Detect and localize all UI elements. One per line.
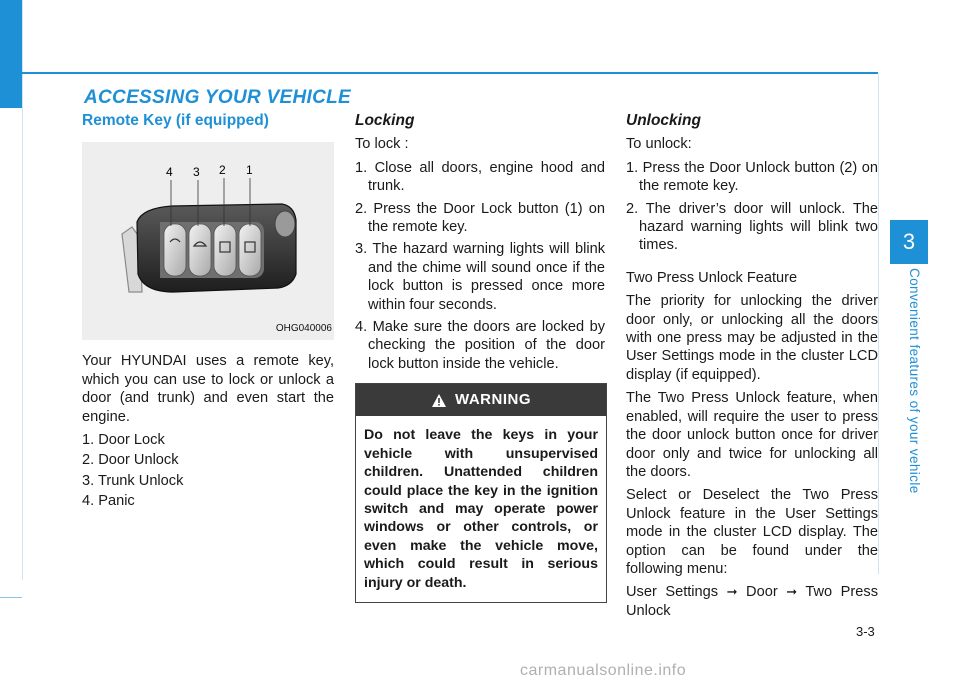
header-rule xyxy=(22,72,878,74)
menu-path-two-press-unlock: Two Press Unlock xyxy=(626,584,878,619)
unlocking-steps xyxy=(626,159,878,255)
right-margin-line xyxy=(878,74,879,574)
list-item: 3. The hazard warning lights will blink and the chime will sound once if the lock button is pressed once more within four seconds. xyxy=(355,241,605,313)
arrow-right-icon: ➞ xyxy=(786,584,798,600)
arrow-right-icon: ➞ xyxy=(726,584,738,600)
warning-triangle-icon xyxy=(431,393,447,408)
list-item: 1. Door Lock xyxy=(82,432,165,449)
left-accent-bar xyxy=(0,0,22,108)
list-item: 2. The driver’s door will unlock. The hazard warning lights will blink two times. xyxy=(626,200,878,254)
remote-key-intro: Your HYUNDAI uses a remote key, which you can use to lock or unlock a door (and trunk) and even start the engine. xyxy=(82,353,334,425)
list-item: 3. Trunk Unlock xyxy=(82,472,184,489)
list-item: 4. Panic xyxy=(82,493,135,510)
menu-path-door: Door xyxy=(746,584,778,601)
warning-title: WARNING xyxy=(455,391,531,409)
left-margin-line xyxy=(22,0,23,580)
remote-key-button-list xyxy=(82,431,334,511)
two-press-para-3: Select or Deselect the Two Press Unlock feature in the User Settings mode in the cluster LCD display. The option can be found under the following menu: xyxy=(626,487,878,577)
figure-label-3: 3 xyxy=(193,165,200,180)
watermark: carmanualsonline.info xyxy=(520,662,687,679)
two-press-para-2: The Two Press Unlock feature, when enabled, will require the user to press the door unlock button once for driver door only and twice for unlocking all the doors. xyxy=(626,390,878,480)
figure-label-1: 1 xyxy=(246,163,253,178)
remote-key-illustration xyxy=(82,142,334,340)
page-number: 3-3 xyxy=(856,624,875,639)
unlocking-intro: To unlock: xyxy=(626,136,692,153)
column-unlocking xyxy=(626,110,878,625)
two-press-para-1: The priority for unlocking the driver door only, or unlocking all the doors with one press may be adjusted in the User Settings mode in the cluster LCD display (if equipped). xyxy=(626,293,878,383)
remote-key-figure xyxy=(82,142,334,340)
left-margin-tick xyxy=(0,597,22,598)
figure-code: OHG040006 xyxy=(275,323,332,334)
remote-key-heading: Remote Key (if equipped) xyxy=(82,112,269,129)
menu-path xyxy=(626,583,878,620)
list-item: 1. Press the Door Unlock button (2) on the remote key. xyxy=(626,159,878,195)
list-item: 4. Make sure the doors are locked by checking the position of the door lock button inside the vehicle. xyxy=(355,319,605,372)
menu-path-user-settings: User Settings xyxy=(626,584,719,601)
unlocking-heading: Unlocking xyxy=(626,112,701,129)
chapter-title: Convenient features of your vehicle xyxy=(907,268,922,494)
locking-heading: Locking xyxy=(355,112,415,129)
warning-box xyxy=(355,383,607,603)
figure-label-4: 4 xyxy=(166,165,173,180)
column-remote-key xyxy=(82,110,334,513)
column-locking xyxy=(355,110,605,603)
section-title: ACCESSING YOUR VEHICLE xyxy=(84,87,352,108)
locking-steps xyxy=(355,159,605,373)
list-item: 1. Close all doors, engine hood and trunk. xyxy=(355,159,605,195)
locking-intro: To lock : xyxy=(355,136,409,153)
warning-header xyxy=(356,384,606,416)
warning-text: Do not leave the keys in your vehicle with unsupervised children. Unattended children could place the key in the ignition switch and may operate power windows or other controls, or even make the vehicle move, which could result in serious injury or death. xyxy=(364,427,598,591)
list-item: 2. Door Unlock xyxy=(82,452,179,469)
chapter-number-tab: 3 xyxy=(890,220,928,264)
two-press-feature-title: Two Press Unlock Feature xyxy=(626,269,798,286)
list-item: 2. Press the Door Lock button (1) on the remote key. xyxy=(355,200,605,236)
figure-label-2: 2 xyxy=(219,163,226,178)
